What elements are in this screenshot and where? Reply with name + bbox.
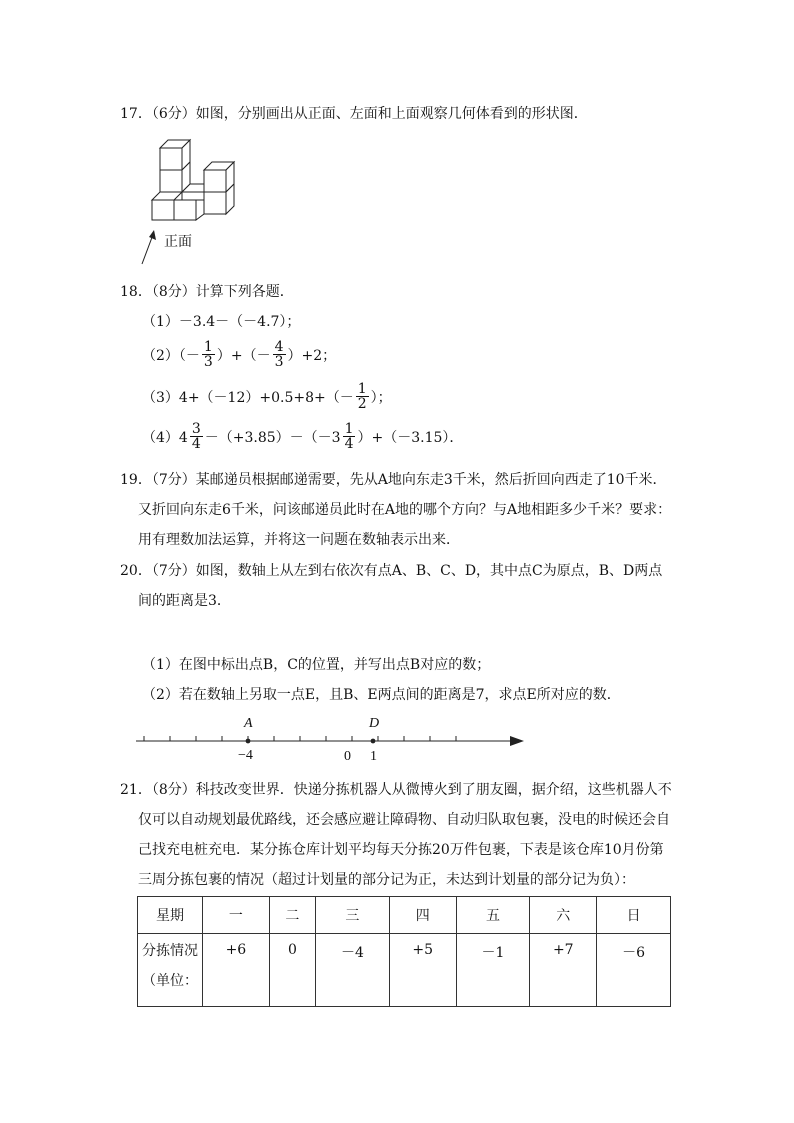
point-d-label: D xyxy=(369,716,380,731)
header-cell: 一 xyxy=(203,897,270,934)
q18-part2-a: （2）（－ xyxy=(142,347,200,364)
header-cell: 五 xyxy=(456,897,530,934)
q20-line2: 间的距离是3． xyxy=(138,593,231,609)
q17-text: 17．（6分）如图，分别画出从正面、左面和上面观察几何体看到的形状图． xyxy=(120,106,588,122)
numerator: 1 xyxy=(344,421,354,437)
header-cell: 三 xyxy=(316,897,390,934)
q18-part3 xyxy=(142,382,392,411)
denominator: 4 xyxy=(344,436,354,452)
header-cell: 四 xyxy=(389,897,456,934)
point-a-dot xyxy=(246,739,251,744)
table-cell: 0 xyxy=(269,934,315,1007)
fraction xyxy=(356,382,369,411)
numerator: 4 xyxy=(274,339,284,355)
q18-part2-b: ）+（－ xyxy=(216,347,271,364)
q21-line3: 己找充电桩充电．某分拣仓库计划平均每天分拣20万件包裹，下表是该仓库10月份第 xyxy=(138,842,664,858)
q19-line3: 用有理数加法运算，并将这一问题在数轴表示出来． xyxy=(138,532,460,548)
header-cell: 二 xyxy=(269,897,315,934)
tick-label-minus4: −4 xyxy=(238,748,253,763)
q20-part1: （1）在图中标出点B，C的位置，并写出点B对应的数； xyxy=(142,657,491,673)
q20-line1: 20．（7分）如图，数轴上从左到右依次有点A、B、C、D，其中点C为原点，B、D两点 xyxy=(120,563,663,579)
axis-arrow xyxy=(510,736,524,746)
table-cell: +7 xyxy=(530,934,597,1007)
q21-line4: 三周分拣包裹的情况（超过计划量的部分记为正，未达到计划量的部分记为负）： xyxy=(138,872,635,888)
q18-part3-a: （3）4+（－12）+0.5+8+（－ xyxy=(142,389,354,406)
q18-part1: （1）－3.4－（－4.7）； xyxy=(142,314,301,330)
fraction xyxy=(202,340,215,369)
sorting-table xyxy=(137,896,671,1007)
table-cell: －4 xyxy=(316,934,390,1007)
q20-part2: （2）若在数轴上另取一点E，且B、E两点间的距离是7，求点E所对应的数． xyxy=(142,687,621,703)
q18-part4 xyxy=(142,422,463,451)
q18-text: 18．（8分）计算下列各题． xyxy=(120,284,294,300)
fraction xyxy=(273,340,286,369)
tick-label-one: 1 xyxy=(370,749,377,764)
row-label-cell xyxy=(138,934,203,1007)
row-label-line1: 分拣情况 xyxy=(142,943,198,959)
table-row xyxy=(138,934,671,1007)
table-cell: +6 xyxy=(203,934,270,1007)
point-d-dot xyxy=(371,739,376,744)
q18-part2 xyxy=(142,340,336,369)
row-label-line2: （单位： xyxy=(142,973,198,989)
front-view-label: 正面 xyxy=(164,234,192,250)
table-cell: －6 xyxy=(597,934,671,1007)
q19-line1: 19．（7分）某邮递员根据邮递需要，先从A地向东走3千米，然后折回向西走了10千米． xyxy=(120,472,667,488)
table-cell: +5 xyxy=(389,934,456,1007)
q18-part4-a: （4）4 xyxy=(142,429,188,446)
q18-part4-b: －（+3.85）－（－3 xyxy=(204,429,341,446)
numerator: 1 xyxy=(203,339,213,355)
fraction xyxy=(190,422,203,451)
cube-figure xyxy=(136,134,246,274)
denominator: 3 xyxy=(203,354,213,370)
tick-label-zero: 0 xyxy=(344,749,351,764)
fraction xyxy=(343,422,356,451)
header-cell: 星期 xyxy=(138,897,203,934)
q19-line2: 又折回向东走6千米，问该邮递员此时在A地的哪个方向？与A地相距多少千米？要求： xyxy=(138,502,672,518)
numerator: 3 xyxy=(191,421,201,437)
denominator: 3 xyxy=(274,354,284,370)
point-a-label: A xyxy=(244,716,253,731)
q18-part2-c: ）+2； xyxy=(287,347,337,364)
q21-line1: 21．（8分）科技改变世界．快递分拣机器人从微博火到了朋友圈，据介绍，这些机器人不 xyxy=(120,782,672,798)
q21-line2: 仅可以自动规划最优路线，还会感应避让障碍物、自动归队取包裹，没电的时候还会自 xyxy=(138,812,670,828)
table-cell: －1 xyxy=(456,934,530,1007)
numerator: 1 xyxy=(357,381,367,397)
denominator: 2 xyxy=(357,396,367,412)
table-header-row xyxy=(138,897,671,934)
number-line xyxy=(136,712,528,768)
q18-part3-b: ）； xyxy=(370,389,392,406)
denominator: 4 xyxy=(191,436,201,452)
header-cell: 日 xyxy=(597,897,671,934)
q18-part4-c: ）+（－3.15）． xyxy=(357,429,464,446)
header-cell: 六 xyxy=(530,897,597,934)
